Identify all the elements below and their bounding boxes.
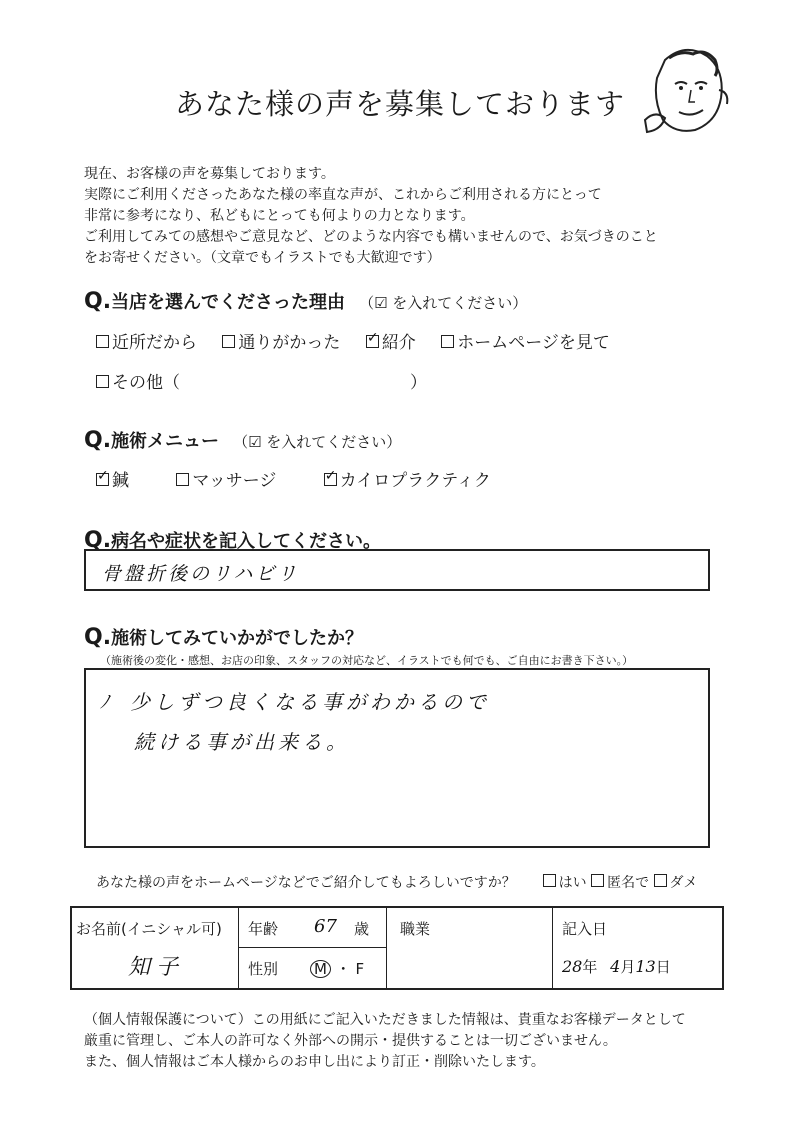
permission-question: あなた様の声をホームページなどでご紹介してもよろしいですか？ [96, 875, 516, 891]
q4-heading [84, 624, 363, 650]
q2-note: （☑ を入れてください） [233, 433, 402, 451]
q4-hint: （施術後の変化・感想、お店の印象、スタッフの対応など、イラストでも何でも、ご自由にお書き下さい。） [100, 654, 634, 667]
q-mark: Q. [84, 625, 112, 650]
bullet-mark: ﾉ [100, 692, 109, 713]
permission-yes[interactable] [543, 875, 587, 891]
option-label: 紹介 [381, 333, 416, 353]
date-day: 13 [635, 957, 656, 976]
age-unit: 歳 [354, 920, 370, 938]
date-year: 28 [562, 957, 583, 976]
option-label: ） [410, 373, 427, 393]
q4-answer-line: 少しずつ良くなる事がわかるので [130, 690, 490, 714]
option-label: はい [558, 875, 587, 891]
job-label: 職業 [400, 920, 431, 938]
age-sex-cell[interactable] [238, 908, 387, 988]
q2-option-chiropractic[interactable] [324, 471, 491, 491]
q1-option-nearby[interactable] [96, 333, 197, 353]
intro-line: 実際にご利用くださったあなた様の率直な声が、これからご利用される方にとって [84, 187, 602, 203]
q-mark: Q. [84, 428, 112, 453]
sex-separator: ・ [335, 960, 351, 978]
date-year-unit: 年 [582, 958, 598, 976]
checkbox-checked[interactable] [366, 335, 379, 348]
intro-line: 非常に参考になり、私どもにとっても何よりの力となります。 [84, 208, 475, 224]
checkbox[interactable] [543, 874, 556, 887]
privacy-line: （個人情報保護について）この用紙にご記入いただきました情報は、貴重なお客様データとして [84, 1012, 686, 1028]
sex-label: 性別 [248, 960, 279, 978]
date-month-unit: 月 [620, 958, 636, 976]
option-label: カイロプラクティク [339, 471, 491, 491]
name-label: お名前(イニシャル可) [76, 920, 222, 938]
privacy-line: また、個人情報はご本人様からのお申し出により訂正・削除いたします。 [84, 1054, 545, 1070]
q1-option-referral[interactable] [366, 333, 416, 353]
checkbox-checked[interactable] [96, 473, 109, 486]
job-cell[interactable] [386, 908, 553, 988]
q1-option-other[interactable] [96, 368, 427, 393]
q2-option-acupuncture[interactable] [96, 471, 129, 491]
q2-heading [84, 427, 401, 453]
privacy-line: 厳重に管理し、ご本人の許可なく外部への開示・提供することは一切ございません。 [84, 1033, 617, 1049]
age-label: 年齢 [248, 920, 279, 938]
q2-title: 施術メニュー [111, 431, 220, 452]
q3-answer-text: 骨盤折後のリハビリ [102, 563, 300, 585]
option-label: 鍼 [112, 471, 129, 491]
q1-note: （☑ を入れてください） [359, 294, 528, 312]
option-label: ホームページを見て [457, 333, 610, 353]
option-label: 通りがかった [238, 333, 341, 353]
q3-title: 病名や症状を記入してください。 [111, 531, 382, 552]
q4-answer-box[interactable] [84, 668, 710, 848]
privacy-notice [84, 1010, 686, 1073]
checkbox[interactable] [591, 874, 604, 887]
q-mark: Q. [84, 528, 112, 553]
intro-line: をお寄せください。（文章でもイラストでも大歓迎です） [84, 250, 441, 266]
option-label: マッサージ [192, 471, 277, 491]
permission-no[interactable] [654, 875, 698, 891]
q3-answer-box[interactable] [84, 549, 710, 591]
checkbox[interactable] [176, 473, 189, 486]
date-value [562, 956, 671, 977]
info-table [70, 906, 724, 990]
sex-m-circled[interactable]: M [310, 960, 331, 978]
name-value: 知子 [128, 955, 185, 980]
checkbox[interactable] [654, 874, 667, 887]
q1-options [96, 328, 630, 353]
option-label: その他（ [112, 373, 180, 393]
intro-text [84, 164, 658, 269]
intro-line: ご利用してみての感想やご意見など、どのような内容でも構いませんので、お気づきのこと [84, 229, 658, 245]
q1-title: 当店を選んでくださった理由 [111, 292, 346, 313]
date-label: 記入日 [562, 920, 608, 938]
option-label: 近所だから [112, 333, 197, 353]
checkbox[interactable] [96, 335, 109, 348]
checkbox[interactable] [441, 335, 454, 348]
q-mark: Q. [84, 289, 112, 314]
age-divider [238, 947, 386, 948]
q1-option-passing[interactable] [222, 333, 340, 353]
sex-options [310, 958, 364, 979]
q2-options [96, 466, 511, 491]
page-title: あなた様の声を募集しております [174, 87, 625, 121]
q1-option-homepage[interactable] [441, 333, 610, 353]
date-month: 4 [610, 957, 621, 976]
date-day-unit: 日 [655, 958, 671, 976]
permission-anonymous[interactable] [591, 875, 649, 891]
checkbox-checked[interactable] [324, 473, 337, 486]
name-cell[interactable] [72, 908, 239, 988]
q2-option-massage[interactable] [176, 471, 276, 491]
age-value: 67 [314, 916, 337, 937]
option-label: 匿名で [607, 875, 650, 891]
intro-line: 現在、お客様の声を募集しております。 [84, 166, 335, 182]
date-cell[interactable] [552, 908, 722, 988]
q4-title: 施術してみていかがでしたか？ [111, 628, 364, 649]
q1-heading [84, 288, 527, 314]
option-label: ダメ [669, 875, 698, 891]
sex-f[interactable]: F [355, 960, 365, 978]
permission-row [96, 872, 698, 892]
checkbox[interactable] [222, 335, 235, 348]
checkbox[interactable] [96, 375, 109, 388]
q4-answer-line: 続ける事が出来る。 [134, 730, 350, 754]
